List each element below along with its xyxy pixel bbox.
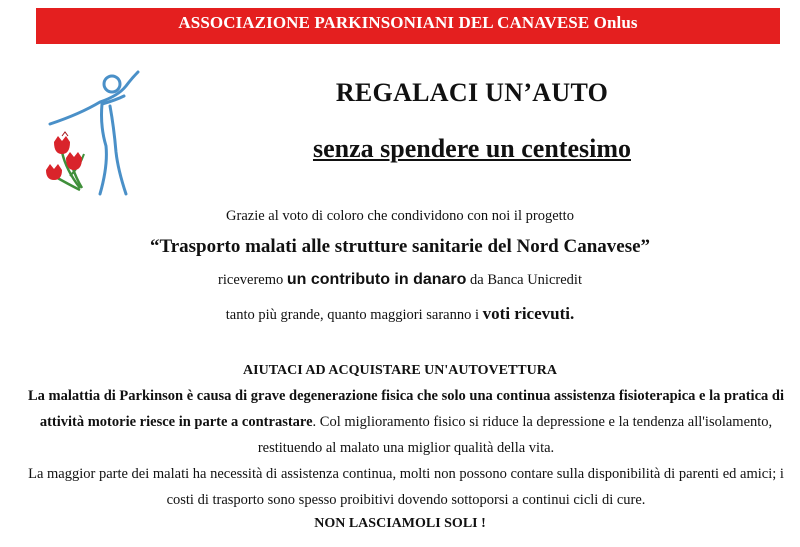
- votes-prefix: tanto più grande, quanto maggiori saranno i: [225, 307, 483, 323]
- closing-text: NON LASCIAMOLI SOLI !: [314, 516, 486, 531]
- association-banner: [36, 8, 780, 44]
- project-name: “Trasporto malati alle strutture sanitarie del Nord Canavese”: [149, 236, 651, 257]
- page-subtitle: senza spendere un centesimo: [312, 134, 631, 163]
- help-heading: AIUTACI AD ACQUISTARE UN'AUTOVETTURA: [243, 363, 557, 378]
- paragraph-parkinson: [20, 383, 792, 461]
- association-name: ASSOCIAZIONE PARKINSONIANI DEL CANAVESE Onlus: [178, 13, 638, 32]
- paragraph1-bold: La malattia di Parkinson è causa di grave degenerazione fisica che solo una continua assistenza fisioterapica e la pratica di attività motorie riesce in parte a contrastare: [28, 388, 784, 430]
- votes-highlight: voti ricevuti.: [482, 304, 575, 323]
- page-title: REGALACI UN’AUTO: [335, 78, 609, 107]
- contribution-line: [0, 271, 800, 289]
- contribution-prefix: riceveremo: [218, 272, 287, 288]
- paragraph-assistance: La maggior parte dei malati ha necessità di assistenza continua, molti non possono contare sulla disponibilità di parenti ed amici; i costi di trasporto sono spesso proibitivi dovendo sottoporsi a continui cicli di cure.: [28, 466, 784, 508]
- intro-text: Grazie al voto di coloro che condividono con noi il progetto: [226, 208, 574, 224]
- person-with-tulips-icon: [40, 66, 150, 198]
- contribution-highlight: un contributo in danaro: [286, 271, 467, 288]
- contribution-suffix: da Banca Unicredit: [466, 272, 582, 288]
- votes-line: [0, 304, 800, 324]
- paragraph1-normal: . Col miglioramento fisico si riduce la depressione e la tendenza all'isolamento, restituendo al malato una miglior qualità della vita.: [257, 414, 773, 456]
